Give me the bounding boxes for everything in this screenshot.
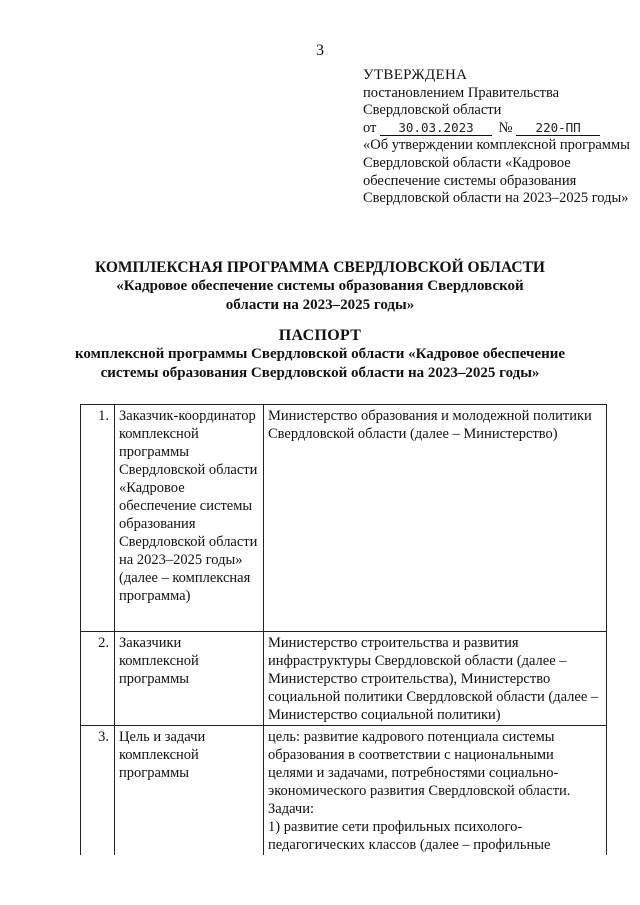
passport-subtitle: комплексной программы Свердловской области «Кадровое обеспечение системы образования Свердловской области на 2023–2025 годы» [74,346,566,381]
passport-table [80,404,607,855]
approval-line-2: Свердловской области [363,102,502,119]
program-goal: цель: развитие кадрового потенциала системы образования в соответствии с национальными целями и задачами, потребностями социально-экономического развития Свердловской области. [268,729,571,799]
program-task-1: 1) развитие сети профильных психолого-педагогических классов (далее – профильные [268,819,551,853]
decree-date: 30.03.2023 [380,121,492,136]
row-number: 3. [81,726,115,856]
row-label: Цель и задачи комплексной программы [115,726,264,856]
row-value: Министерство строительства и развития инфраструктуры Свердловской области (далее – Министерство строительства), Министерство социальной политики Свердловской области (далее – Министерство социальной политики) [264,632,607,726]
decree-number: 220-ПП [516,121,600,136]
number-sign: № [498,119,513,136]
approval-stamp [363,67,633,208]
page-number: 3 [316,42,324,59]
passport-title [60,326,580,383]
table-row [81,405,607,632]
approval-heading: УТВЕРЖДЕНА [363,67,468,83]
table-row [81,632,607,726]
row-label: Заказчик-координатор комплексной программы Свердловской области «Кадровое обеспечение системы образования Свердловской области на 2023–2025 годы» (далее – комплексная программа) [115,405,264,632]
row-value [264,726,607,856]
passport-heading: ПАСПОРТ [278,327,362,344]
program-title-subtitle: «Кадровое обеспечение системы образования Свердловской области на 2023–2025 годы» [116,278,524,313]
program-tasks-heading: Задачи: [268,801,315,817]
program-title [60,258,580,315]
table-row [81,726,607,856]
date-prefix: от [363,119,377,136]
approval-date-row [363,120,633,138]
decree-title: «Об утверждении комплексной программы Свердловской области «Кадровое обеспечение системы образования Свердловской области на 2023–2025 годы» [363,137,630,207]
row-number: 2. [81,632,115,726]
row-number: 1. [81,405,115,632]
program-title-main: КОМПЛЕКСНАЯ ПРОГРАММА СВЕРДЛОВСКОЙ ОБЛАСТИ [94,259,545,276]
row-label: Заказчики комплексной программы [115,632,264,726]
approval-line-1: постановлением Правительства [363,84,560,101]
row-value: Министерство образования и молодежной политики Свердловской области (далее – Министерство) [264,405,607,632]
